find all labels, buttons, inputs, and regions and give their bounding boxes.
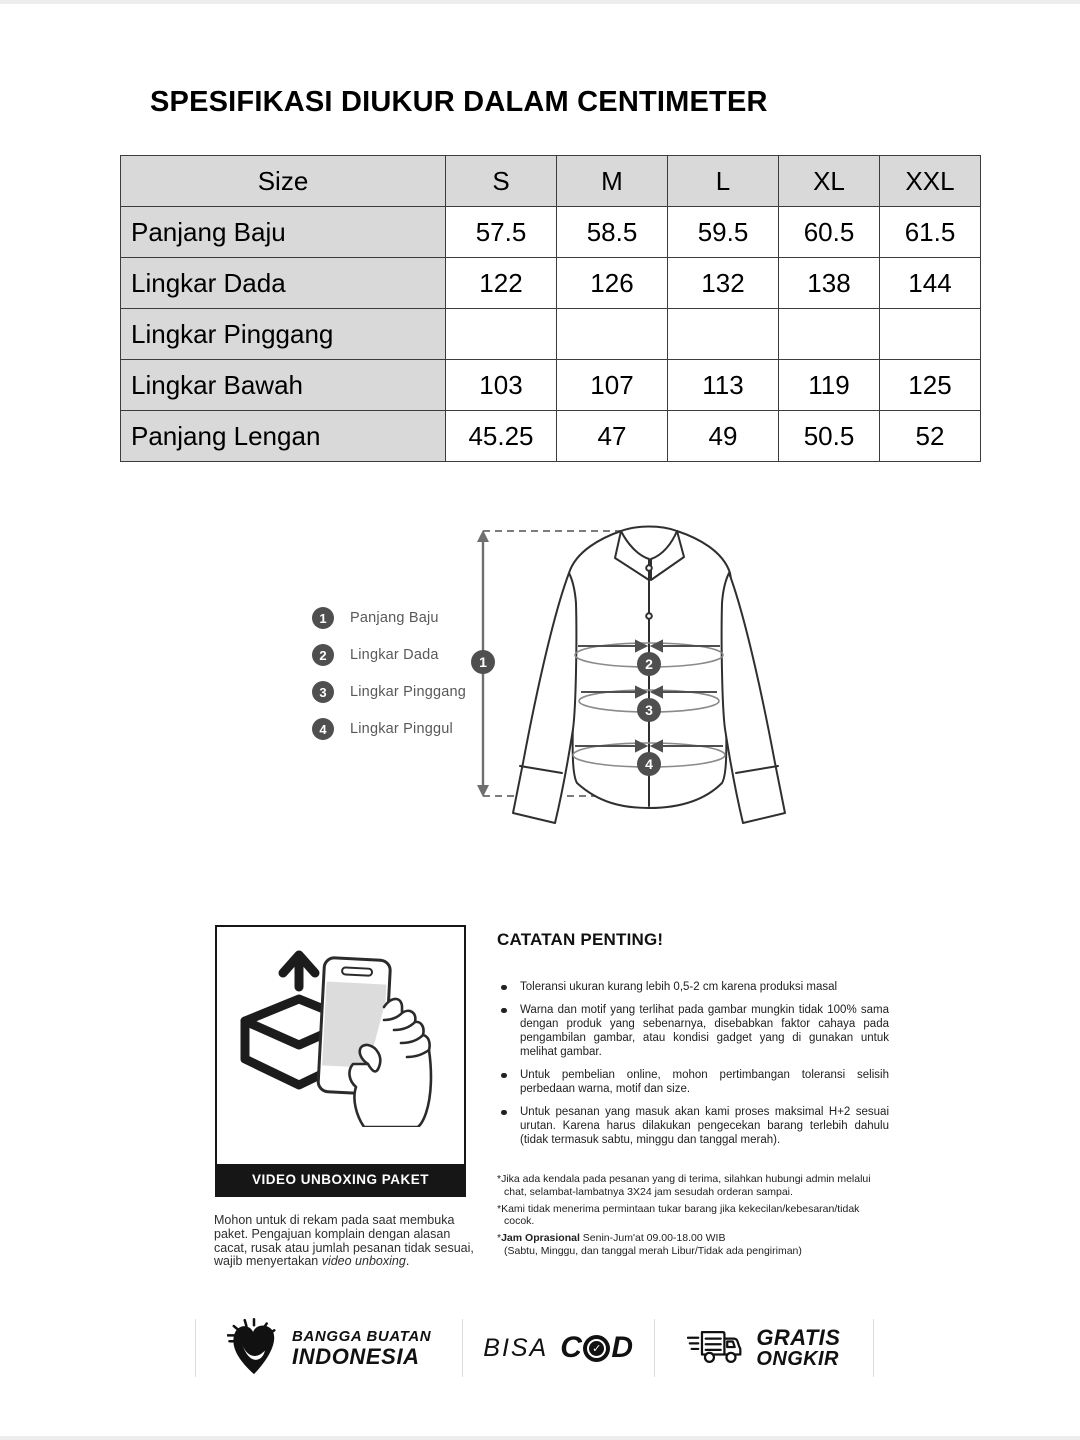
size-table-cell: 132 <box>668 258 779 309</box>
size-table-row <box>121 309 981 360</box>
size-table-cell <box>446 309 557 360</box>
footnotes <box>497 1173 889 1258</box>
unboxing-note-italic: video unboxing <box>321 1254 406 1269</box>
note-bullet: Toleransi ukuran kurang lebih 0,5-2 cm karena produksi masal <box>497 980 889 994</box>
cod-letter-c: C <box>560 1331 583 1364</box>
note-bullet: Untuk pesanan yang masuk akan kami proses maksimal H+2 sesuai urutan. Karena harus dilakukan pengecekan barang terlebih dahulu (tidak termasuk sabtu, minggu dan tanggal merah). <box>497 1105 889 1147</box>
legend-label: Panjang Baju <box>350 610 439 626</box>
page-title: SPESIFIKASI DIUKUR DALAM CENTIMETER <box>150 86 768 118</box>
size-table-cell: 144 <box>880 258 981 309</box>
size-table-cell: 113 <box>668 360 779 411</box>
delivery-truck-icon <box>687 1325 745 1371</box>
size-table-cell: 47 <box>557 411 668 462</box>
unboxing-note-text: Mohon untuk di rekam pada saat membuka paket. Pengajuan komplain dengan alasan cacat, rusak atau jumlah pesanan tidak sesuai, wajib menyertakan <box>214 1213 474 1269</box>
size-table-cell: 61.5 <box>880 207 981 258</box>
size-table <box>120 155 981 462</box>
badge-2: 2 <box>645 656 653 672</box>
size-table-header-cell: XL <box>779 156 880 207</box>
size-table-row-label: Lingkar Dada <box>121 258 446 309</box>
legend-number-badge: 3 <box>312 681 334 703</box>
size-table-row <box>121 360 981 411</box>
legend-number-badge: 4 <box>312 718 334 740</box>
top-edge-divider <box>0 0 1080 4</box>
size-table-row-label: Panjang Lengan <box>121 411 446 462</box>
legend-label: Lingkar Pinggul <box>350 721 453 737</box>
size-table-cell <box>668 309 779 360</box>
legend-item <box>312 644 466 666</box>
size-table-header-cell: M <box>557 156 668 207</box>
legend-item <box>312 681 466 703</box>
badge1-line2: INDONESIA <box>292 1344 420 1369</box>
legend-label: Lingkar Pinggang <box>350 684 467 700</box>
badge3-line2: ONGKIR <box>756 1347 839 1370</box>
size-table-header-cell: XXL <box>880 156 981 207</box>
cod-check-circle-icon <box>583 1335 610 1362</box>
size-table-cell: 103 <box>446 360 557 411</box>
badge-1: 1 <box>479 654 487 670</box>
legend-label: Lingkar Dada <box>350 647 439 663</box>
important-notes-heading: CATATAN PENTING! <box>497 930 664 949</box>
size-table-cell: 45.25 <box>446 411 557 462</box>
bangga-buatan-indonesia-heart-icon <box>227 1317 281 1379</box>
measurement-legend <box>312 607 466 755</box>
badge1-line1: BANGGA BUATAN <box>292 1328 432 1345</box>
size-table-cell: 58.5 <box>557 207 668 258</box>
legend-number-badge: 2 <box>312 644 334 666</box>
badge3-line1: GRATIS <box>756 1324 841 1350</box>
badge-3: 3 <box>645 702 653 718</box>
size-table-cell <box>880 309 981 360</box>
size-table-cell: 59.5 <box>668 207 779 258</box>
size-table-cell: 49 <box>668 411 779 462</box>
size-table-cell: 119 <box>779 360 880 411</box>
size-table-cell: 52 <box>880 411 981 462</box>
size-table-row-label: Panjang Baju <box>121 207 446 258</box>
footnote: *Kami tidak menerima permintaan tukar barang jika kekecilan/kebesaran/tidak cocok. <box>497 1202 860 1228</box>
note-bullet: Warna dan motif yang terlihat pada gambar mungkin tidak 100% sama dengan produk yang sebenarnya, disebabkan faktor cahaya pada pengambilan gambar, atau kondisi gadget yang di gunakan untuk melihat gambar. <box>497 1003 889 1059</box>
badge-bangga-buatan-indonesia <box>196 1319 462 1377</box>
size-table-header-cell: L <box>668 156 779 207</box>
unboxing-note <box>214 1214 476 1269</box>
legend-item <box>312 607 466 629</box>
size-table-header-cell: S <box>446 156 557 207</box>
video-unboxing-box <box>215 925 466 1197</box>
size-table-header-row <box>121 156 981 207</box>
legend-number-badge: 1 <box>312 607 334 629</box>
footnote: *Jika ada kendala pada pesanan yang di terima, silahkan hubungi admin melalui chat, selambat-lambatnya 3X24 jam sesudah orderan sampai. <box>497 1173 871 1198</box>
size-table-header-cell: Size <box>121 156 446 207</box>
size-table-cell: 138 <box>779 258 880 309</box>
badge-gratis-ongkir <box>654 1319 873 1377</box>
note-bullet: Untuk pembelian online, mohon pertimbangan toleransi selisih perbedaan warna, motif dan size. <box>497 1068 889 1096</box>
size-table-cell: 125 <box>880 360 981 411</box>
important-notes-section <box>497 930 889 1262</box>
hand-holding-phone-recording-box-icon <box>229 945 437 1127</box>
size-table-cell <box>557 309 668 360</box>
cod-check-glyph: ✓ <box>587 1339 606 1358</box>
size-table-cell: 122 <box>446 258 557 309</box>
legend-item <box>312 718 466 740</box>
size-table-cell: 126 <box>557 258 668 309</box>
size-table-row-label: Lingkar Pinggang <box>121 309 446 360</box>
size-table-cell: 107 <box>557 360 668 411</box>
bottom-edge-divider <box>0 1436 1080 1440</box>
cod-letter-d: D <box>611 1331 634 1364</box>
bisa-label: BISA <box>483 1333 549 1362</box>
size-table-row <box>121 258 981 309</box>
size-table-cell <box>779 309 880 360</box>
size-table-cell: 57.5 <box>446 207 557 258</box>
badge-bisa-cod <box>462 1319 653 1377</box>
important-notes-list <box>497 980 889 1147</box>
size-table-cell: 60.5 <box>779 207 880 258</box>
size-table-row <box>121 411 981 462</box>
size-table-cell: 50.5 <box>779 411 880 462</box>
size-table-row <box>121 207 981 258</box>
footnote: *Jam Oprasional Senin-Jum'at 09.00-18.00 WIB (Sabtu, Minggu, dan tanggal merah Libur/Tidak ada pengiriman) <box>497 1232 802 1257</box>
unboxing-banner: VIDEO UNBOXING PAKET <box>217 1164 464 1195</box>
badge-4: 4 <box>645 756 653 772</box>
footer-badges <box>195 1319 874 1377</box>
unboxing-note-end: . <box>405 1254 410 1269</box>
shirt-measurement-diagram <box>465 515 835 845</box>
size-table-row-label: Lingkar Bawah <box>121 360 446 411</box>
